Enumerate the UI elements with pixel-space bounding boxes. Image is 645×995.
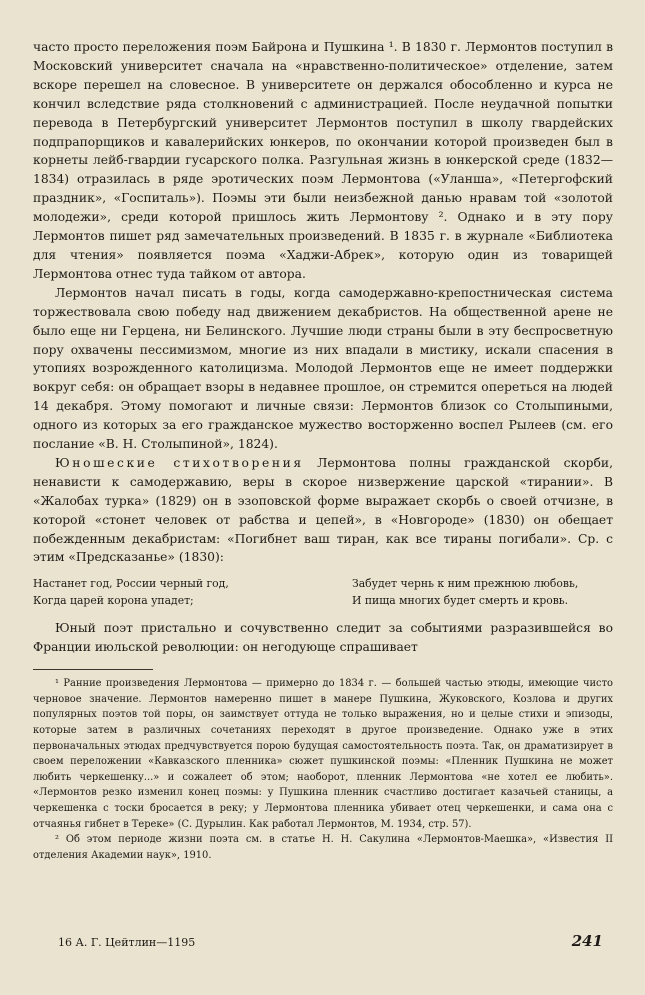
printer-signature: 16 А. Г. Цейтлин—1195 — [58, 936, 196, 949]
footnote-2: ² Об этом периоде жизни поэта см. в статье Н. Н. Сакулина «Лермонтов-Маешка», «Известия II отделения Академии наук», 1910. — [33, 834, 613, 861]
body-paragraph-2: Лермонтов начал писать в годы, когда самодержавно-крепостническая система торжествовала свою победу над движением декабристов. На общественной арене не было еще ни Герцена, ни Белинского. Лучшие люди страны были в эту беспросветную пору охвачены пессимизмом, многие из них впадали в мистику, искали спасения в утопиях возрожденного католицизма. Молодой Лермонтов еще не имеет поддержки вокруг себя: он обращает взоры в недавнее прошлое, он стремится опереться на людей 14 декабря. Этому помогают и личные связи: Лермонтов близок со Столыпиными, одного из которых за его гражданское мужество восторженно воспел Рылеев (см. его послание «В. Н. Столыпиной», 1824). — [33, 285, 613, 452]
poem-right-column — [352, 576, 613, 609]
poem-left-column — [33, 576, 306, 609]
poem-line: И пища многих будет смерть и кровь. — [352, 593, 569, 607]
poem-quote — [33, 576, 613, 609]
page-footer — [58, 932, 603, 950]
poem-line: Настанет год, России черный год, — [33, 577, 229, 591]
body-paragraph-1: часто просто переложения поэм Байрона и Пушкина ¹. В 1830 г. Лермонтов поступил в Московский университет сначала на «нравственно-политическое» отделение, затем вскоре перешел на словесное. В университете он держался обособленно и курса не кончил вследствие ряда столкновений с администрацией. После неудачной попытки перевода в Петербургский университет Лермонтов поступил в школу гвардейских подпрапорщиков и кавалерийских юнкеров, по окончании которой произведен был в корнеты лейб-гвардии гусарского полка. Разгульная жизнь в юнкерской среде (1832—1834) отразилась в ряде эротических поэм Лермонтова («Уланша», «Петергофский праздник», «Госпиталь»). Поэмы эти были неизбежной данью нравам той «золотой молодежи», среди которой пришлось жить Лермонтову ². Однако и в эту пору Лермонтов пишет ряд замечательных произведений. В 1835 г. в журнале «Библиотека для чтения» появляется поэма «Хаджи-Абрек», которую один из товарищей Лермонтова отнес туда тайком от автора. — [33, 40, 613, 281]
body-paragraph-3-text: Лермонтова полны гражданской скорби, ненависти к самодержавию, веры в скорое низвержение царской «тирании». В «Жалобах турка» (1829) он в эзоповской форме выражает скорбь о своей отчизне, в которой «стонет человек от рабства и цепей», в «Новгороде» (1830) он обещает побежденным декабристам: «Погибнет ваш тиран, как все тираны погибали». Ср. с этим «Предсказанье» (1830): — [33, 455, 613, 565]
footnote-divider — [33, 669, 153, 670]
page-number: 241 — [571, 932, 603, 950]
body-paragraph-3 — [33, 454, 613, 567]
footnote-1: ¹ Ранние произведения Лермонтова — примерно до 1834 г. — большей частью этюды, имеющие чисто черновое значение. Лермонтов намеренно пишет в манере Пушкина, Жуковского, Козлова и других популярных поэтов той поры, он заимствует оттуда не только выражения, но и целые стихи и эпизоды, которые затем в различных сочетаниях переходят в другое произведение. Однако уже в этих первоначальных этюдах предчувствуется порою будущая самостоятельность поэта. Так, он драматизирует в своем переложении «Кавказского пленника» сюжет пушкинской поэмы: «Пленник Пушкина не может любить черкешенку...» и сожалеет об этом; наоборот, пленник Лермонтова «не хотел ее любить». «Лермонтов резко изменил конец поэмы: у Пушкина пленник счастливо достигает казачьей станицы, а черкешенка с тоски бросается в реку; у Лермонтова пленника убивает отец черкешенки, и сама она с отчаянья гибнет в Тереке» (С. Дурылин. Как работал Лермонтов, М. 1934, стр. 57). — [33, 678, 613, 830]
poem-line: Когда царей корона упадет; — [33, 593, 194, 607]
body-paragraph-4: Юный поэт пристально и сочувственно следит за событиями разразившейся во Франции июльской революции: он негодующе спрашивает — [33, 621, 613, 655]
poem-line: Забудет чернь к ним прежнюю любовь, — [352, 577, 579, 591]
spaced-emphasis: Юношеские стихотворения — [55, 455, 304, 470]
